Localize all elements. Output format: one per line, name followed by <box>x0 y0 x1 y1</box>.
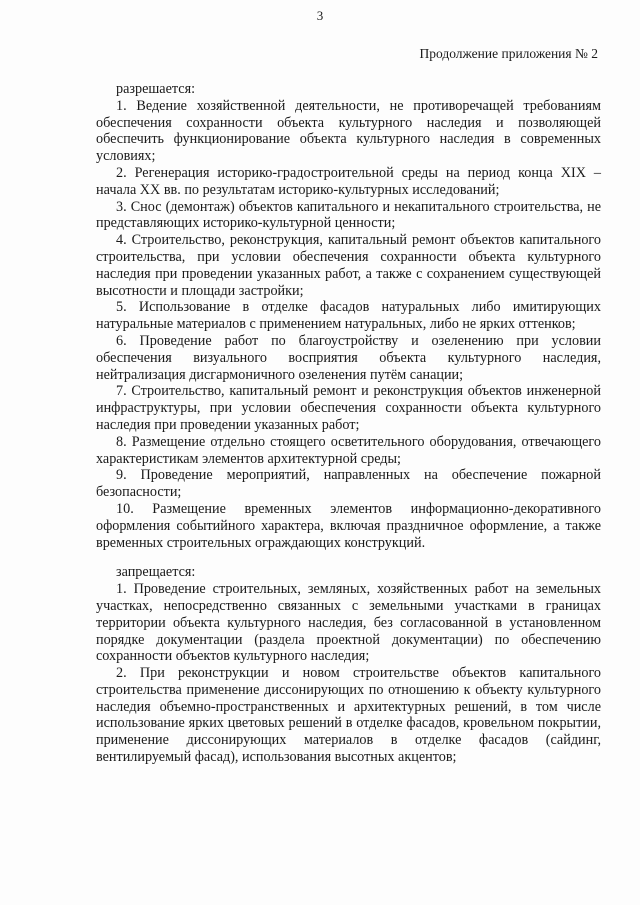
prohibited-item-1: 1. Проведение строительных, земляных, хозяйственных работ на земельных участках, непосредственно связанных с земельными участками в границах территории объекта культурного наследия, без согласованной в установленном порядке документации (раздела проектной документации) по обеспечению сохранности объектов культурного наследия; <box>96 581 601 665</box>
allowed-item-2: 2. Регенерация историко-градостроительной среды на период конца XIX – начала XX вв. по результатам историко-культурных исследований; <box>96 164 601 198</box>
allowed-item-4: 4. Строительство, реконструкция, капитальный ремонт объектов капитального строительства, при условии обеспечения сохранности объекта культурного наследия при проведении указанных работ, а также с сохранением существующей высотности и площади застройки; <box>96 232 601 299</box>
page-number: 3 <box>316 8 324 23</box>
allowed-item-8: 8. Размещение отдельно стоящего осветительного оборудования, отвечающего характеристикам элементов архитектурной среды; <box>96 433 601 467</box>
prohibited-heading: запрещается: <box>116 564 196 581</box>
allowed-item-9: 9. Проведение мероприятий, направленных на обеспечение пожарной безопасности; <box>96 467 601 501</box>
allowed-item-5: 5. Использование в отделке фасадов натуральных либо имитирующих натуральные материалов с применением натуральных, либо не ярких оттенков; <box>96 299 601 333</box>
allowed-heading: разрешается: <box>116 81 196 97</box>
allowed-item-1: 1. Ведение хозяйственной деятельности, не противоречащей требованиям обеспечения сохранности объекта культурного наследия и позволяющей обеспечить функционирование объекта культурного наследия в современных условиях; <box>96 97 601 165</box>
allowed-item-6: 6. Проведение работ по благоустройству и озеленению при условии обеспечения визуального восприятия объекта культурного наследия, нейтрализация дисгармоничного озеленения путём санации; <box>96 332 601 383</box>
prohibited-item-2: 2. При реконструкции и новом строительстве объектов капитального строительства применение диссонирующих по отношению к объекту культурного наследия объемно-пространственных и архитектурных решений, в том числе использование ярких цветовых решений в отделке фасадов, кровельном покрытии, применение диссонирующих материалов в отделке фасадов (сайдинг, вентилируемый фасад), использования высотных акцентов; <box>96 665 601 766</box>
continuation-label: Продолжение приложения № 2 <box>419 46 598 61</box>
allowed-item-10: 10. Размещение временных элементов информационно-декоративного оформления событийного характера, включая праздничное оформление, а также временных строительных ограждающих конструкций. <box>96 500 601 551</box>
allowed-item-3: 3. Снос (демонтаж) объектов капитального и некапитального строительства, не представляющих историко-культурной ценности; <box>96 198 601 232</box>
document-body <box>96 81 601 766</box>
allowed-item-7: 7. Строительство, капитальный ремонт и реконструкция объектов инженерной инфраструктуры, при условии обеспечения сохранности объекта культурного наследия при проведении указанных работ; <box>96 383 601 433</box>
